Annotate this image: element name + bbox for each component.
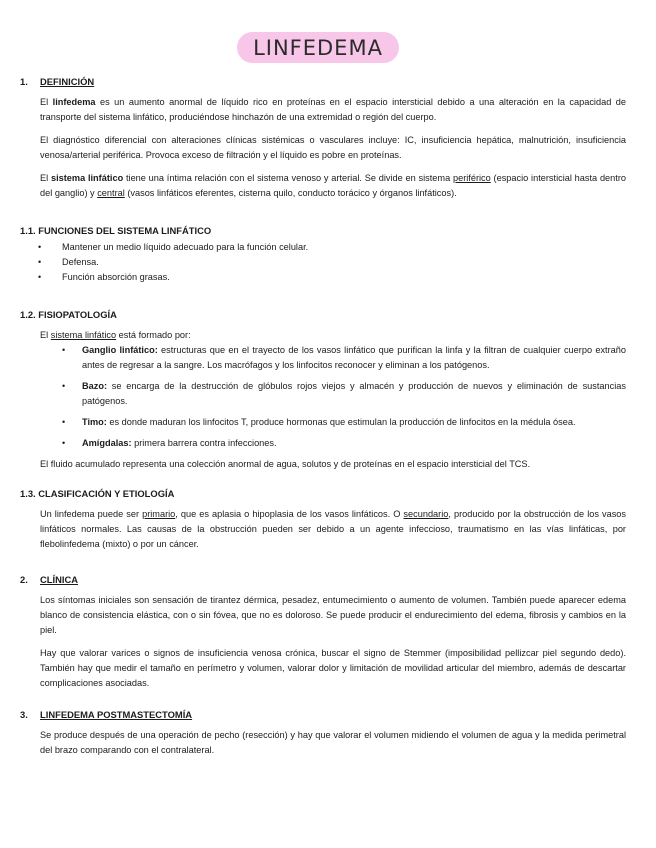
text-run: El [40,97,53,107]
text-run: Un linfedema puede ser [40,509,143,519]
definition-paragraph-1 [20,95,626,125]
text-run: (espacio intersticial hasta dentro del ganglio) y [40,173,626,198]
definition-paragraph-3 [20,171,626,201]
underlined-term: central [97,188,125,198]
text-run: El [40,330,51,340]
section-title: LINFEDEMA POSTMASTECTOMÍA [40,709,193,720]
functions-list [20,240,626,285]
section-number: 1. [20,76,28,87]
text-run: (vasos linfáticos eferentes, cisterna quilo, conducto torácico y órganos linfáticos). [124,188,457,198]
list-item: • Mantener un medio líquido adecuado para la función celular. [20,240,626,255]
text-run: primera barrera contra infecciones. [131,438,277,448]
postmastectomy-paragraph: Se produce después de una operación de pecho (resección) y hay que valorar el volumen midiendo el volumen de agua y la medida perimetral del brazo comparando con el contralateral. [40,730,626,755]
physiopathology-intro [20,328,626,343]
document-body [20,76,626,758]
section-title: DEFINICIÓN [40,76,95,87]
text-run: estructuras que en el trayecto de los vasos linfático que purifican la linfa y la filtran de cualquier cuerpo extraño antes de regresar a la sangre. Los macrófagos y los linfocitos reconocer y eliminan a los patógenos. [82,345,626,370]
bold-term: Amígdalas: [82,438,132,448]
section-number: 2. [20,574,28,585]
bold-term: linfedema [52,97,96,107]
section-2-heading [20,574,626,585]
section-1-3-heading: 1.3. CLASIFICACIÓN Y ETIOLOGÍA [20,488,175,499]
text-run: tiene una íntima relación con el sistema venoso y arterial. Se divide en sistema [123,173,453,183]
text-run: está formado por: [116,330,191,340]
bold-term: Timo: [82,417,107,427]
classification-paragraph [20,507,626,552]
text-run: , producido por la obstrucción de los vasos linfáticos normales. Las causas de la obstrucción pueden ser debido a un agente infeccioso, traumatismo en las vías linfáticas, por flebolinfedema (mixto) o por un cáncer. [40,509,626,549]
text-run: , que es aplasia o hipoplasia de los vasos linfáticos. O [175,509,404,519]
text-run: El [40,173,51,183]
underlined-term: secundario [403,509,449,519]
physiopathology-outro: El fluido acumulado representa una colección anormal de agua, solutos y de proteínas en el espacio intersticial del TCS. [40,459,531,469]
list-item [20,436,626,451]
text-run: se encarga de la destrucción de glóbulos rojos viejos y almacén y producción de nuevos y eliminación de sustancias patógenos. [82,381,626,406]
section-1-heading [20,76,626,87]
text-run: es un aumento anormal de líquido rico en proteínas en el espacio intersticial debido a una alteración en la capacidad de transporte del sistema linfático, produciéndose hinchazón de una extremidad o región del cuerpo. [40,97,626,122]
clinic-paragraph-2: Hay que valorar varices o signos de insuficiencia venosa crónica, buscar el signo de Stemmer (imposibilidad pellizcar piel segundo dedo). También hay que medir el tamaño en perímetro y volumen, valorar dolor y limitación de movilidad articular del miembro, además de descartar complicaciones asociadas. [40,648,626,688]
list-item [20,415,626,430]
definition-paragraph-2: El diagnóstico diferencial con alteraciones clínicas sistémicas o vasculares incluye: IC, insuficiencia hepática, malnutrición, insuficiencia venosa/arterial periférica. Provoca exceso de filtración y el líquido es pobre en proteínas. [40,135,626,160]
list-item: • Defensa. [20,255,626,270]
document-title: LINFEDEMA [237,32,399,63]
section-3-heading [20,709,626,720]
title-wrap [0,32,656,63]
list-item [20,379,626,409]
underlined-term: periférico [452,173,491,183]
list-item: • Función absorción grasas. [20,270,626,285]
bold-term: Ganglio linfático: [82,345,158,355]
section-1-1-heading: 1.1. FUNCIONES DEL SISTEMA LINFÁTICO [20,225,212,236]
underlined-term: sistema linfático [50,330,117,340]
section-number: 3. [20,709,28,720]
underlined-term: primario [142,509,176,519]
organs-list [20,343,626,451]
list-item [20,343,626,373]
section-1-2-heading: 1.2. FISIOPATOLOGÍA [20,309,117,320]
section-title: CLÍNICA [40,574,79,585]
bold-term: sistema linfático [50,173,124,183]
clinic-paragraph-1: Los síntomas iniciales son sensación de tirantez dérmica, pesadez, entumecimiento o aumento de volumen. También puede aparecer edema blanco de consistencia elástica, con o sin fóvea, que no es doloroso. Se puede producir el endurecimiento del edema, fibrosis y cambios en la piel. [40,595,626,635]
bold-term: Bazo: [82,381,108,391]
text-run: es donde maduran los linfocitos T, produce hormonas que estimulan la producción de linfocitos en la médula ósea. [106,417,576,427]
